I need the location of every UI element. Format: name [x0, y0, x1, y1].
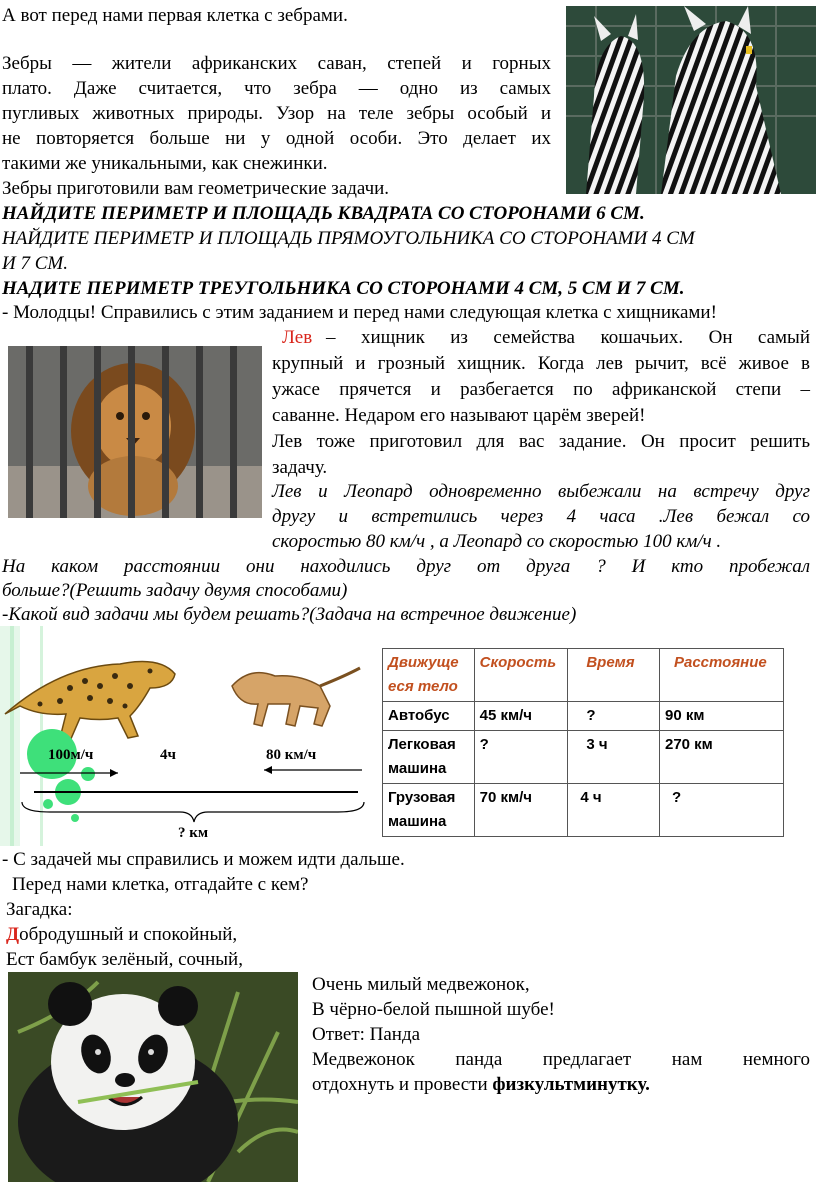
decor-circle [43, 799, 53, 809]
lev-word: Лев [282, 327, 313, 348]
problem-question: -Какой вид задачи мы будем решать?(Задача на встречное движение) [2, 604, 577, 625]
done-text: - С задачей мы справились и можем идти дальше. [2, 849, 405, 870]
zebra-intro: А вот перед нами первая клетка с зебрами. [2, 5, 348, 26]
task-square: НАЙДИТЕ ПЕРИМЕТР И ПЛОЩАДЬ КВАДРАТА СО СТОРОНАМИ 6 СМ. [2, 203, 645, 224]
lion-text-line: крупный и грозный хищник. Когда лев рычит, всё живое в [272, 353, 810, 374]
table-cell: 3 ч [568, 731, 660, 784]
total-distance-label: ? км [178, 825, 209, 841]
zebra-text-line: Зебры — жители африканских саван, степей и горных [2, 53, 551, 74]
closing-plain: отдохнуть и провести [312, 1074, 493, 1095]
fizkultminutka-bold: физкультминутку. [492, 1074, 650, 1095]
closing-line-1: Медвежонок панда предлагает нам немного [312, 1049, 810, 1070]
lion-photo [8, 346, 262, 518]
decor-circle [81, 767, 95, 781]
table-cell: 70 км/ч [474, 784, 568, 837]
lion-text-line: ужасе прячется и разбегается по африканской степи – [272, 379, 810, 400]
table-cell: Грузовая машина [383, 784, 475, 837]
riddle-line-4: В чёрно-белой пышной шубе! [312, 999, 555, 1020]
zebra-text-line: не повторяется больше ни у одной особи. Это делает их [2, 128, 551, 149]
table-cell: 90 км [659, 702, 783, 731]
table-row [383, 784, 784, 837]
table-cell: Легковая машина [383, 731, 475, 784]
task-rectangle-cont: И 7 СМ. [2, 253, 68, 274]
table-cell: 270 км [659, 731, 783, 784]
motion-diagram-svg [0, 626, 378, 846]
table-header-cell: Время [568, 649, 660, 702]
zebra-text-line: такими же уникальными, как снежинки. [2, 153, 328, 174]
table-cell: ? [474, 731, 568, 784]
time-label: 4ч [160, 747, 176, 763]
lioness-figure [232, 668, 360, 726]
riddle-line-1-rest: обродушный и спокойный, [19, 924, 238, 945]
panda-photo [8, 972, 298, 1182]
table-cell: ? [659, 784, 783, 837]
decor-circle [71, 814, 79, 822]
lion-text-line: саванне. Недаром его называют царём зверей! [272, 405, 646, 426]
table-cell: Автобус [383, 702, 475, 731]
speed-left-label: 100м/ч [48, 747, 94, 763]
riddle-answer: Ответ: Панда [312, 1024, 421, 1045]
speed-right-label: 80 км/ч [266, 747, 317, 763]
lion-text-line: Лев тоже приготовил для вас задание. Он просит решить [272, 431, 810, 452]
task-rectangle: НАЙДИТЕ ПЕРИМЕТР И ПЛОЩАДЬ ПРЯМОУГОЛЬНИКА СО СТОРОНАМИ 4 СМ [2, 228, 695, 249]
table-row [383, 702, 784, 731]
riddle-line-1 [6, 923, 237, 947]
table-header-row [383, 649, 784, 702]
riddle-line-3: Очень милый медвежонок, [312, 974, 530, 995]
motion-diagram [0, 626, 378, 846]
task-triangle: НАДИТЕ ПЕРИМЕТР ТРЕУГОЛЬНИКА СО СТОРОНАМИ 4 СМ, 5 СМ И 7 СМ. [2, 278, 685, 299]
table-header-cell: Скорость [474, 649, 568, 702]
table-cell: ? [568, 702, 660, 731]
zebra-text-line: плато. Даже считается, что зебра — одно из самых [2, 78, 551, 99]
problem-line: На каком расстоянии они находились друг от друга ? И кто пробежал [2, 556, 810, 577]
riddle-line-2: Ест бамбук зелёный, сочный, [6, 949, 243, 970]
lion-text-line: задачу. [272, 457, 328, 478]
problem-line: скоростью 80 км/ч , а Леопард со скоростью 100 км/ч . [272, 531, 722, 552]
problem-line: Лев и Леопард одновременно выбежали на встречу друг [272, 481, 810, 502]
problem-line: другу и встретились через 4 часа .Лев бежал со [272, 506, 810, 527]
cheetah-figure [5, 662, 175, 741]
table-cell: 4 ч [568, 784, 660, 837]
table-header-cell: Движуще еся тело [383, 649, 475, 702]
zebra-photo [566, 6, 816, 194]
riddle-label: Загадка: [6, 899, 73, 920]
next-cage-text: Перед нами клетка, отгадайте с кем? [12, 874, 309, 895]
zebra-prep: Зебры приготовили вам геометрические задачи. [2, 178, 390, 199]
table-cell: 45 км/ч [474, 702, 568, 731]
closing-line-2 [312, 1073, 650, 1097]
lion-transition: - Молодцы! Справились с этим заданием и перед нами следующая клетка с хищниками! [2, 302, 717, 323]
motion-table [382, 648, 784, 837]
riddle-first-letter: Д [6, 924, 20, 945]
problem-line: больше?(Решить задачу двумя способами) [2, 580, 348, 601]
table-row [383, 731, 784, 784]
zebra-text-line: пугливых животных природы. Узор на теле зебры особый и [2, 103, 551, 124]
table-header-cell: Расстояние [659, 649, 783, 702]
lion-text-line: – хищник из семейства кошачьих. Он самый [326, 327, 810, 348]
